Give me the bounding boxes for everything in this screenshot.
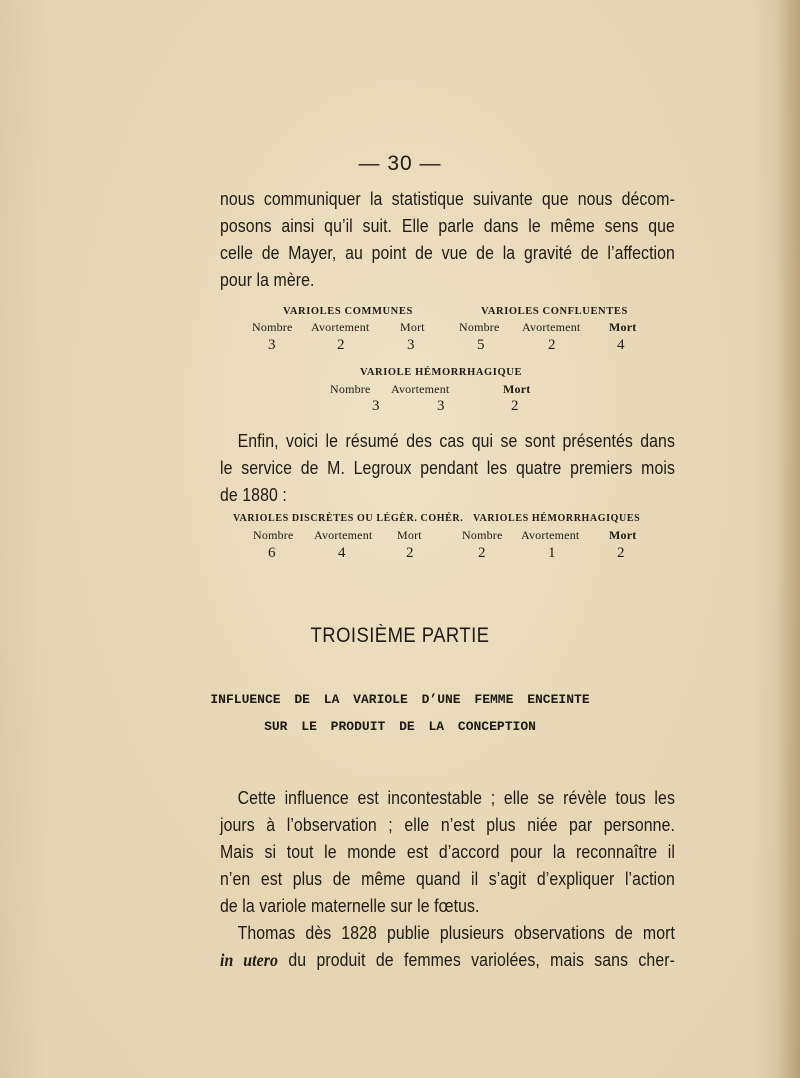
section-title: TROISIÈME PARTIE — [310, 624, 490, 647]
table-cell: 3 — [268, 337, 276, 353]
table-heading: VARIOLES HÉMORRHAGIQUES — [473, 513, 641, 524]
column-header: Avortement — [521, 528, 580, 542]
table-cell: 2 — [617, 545, 625, 561]
column-header: Avortement — [391, 382, 450, 396]
column-header: Avortement — [522, 320, 581, 334]
paragraph-2 — [220, 428, 675, 509]
column-header: Mort — [400, 320, 425, 334]
text-line: posons ainsi qu’il suit. Elle parle dans le même sens que — [220, 216, 675, 236]
text-line: n’en est plus de même quand il s’agit d’expliquer l’action — [220, 869, 675, 889]
table-heading: VARIOLES DISCRÈTES OU LÉGÈR. COHÉR. — [233, 513, 464, 524]
table-heading: VARIOLE HÉMORRHAGIQUE — [360, 367, 523, 378]
italic-phrase: in utero — [220, 950, 279, 970]
table-cell: 6 — [268, 545, 276, 561]
text-line: jours à l’observation ; elle n’est plus niée par personne. — [220, 815, 675, 835]
text-line — [220, 947, 675, 974]
paragraph-1 — [220, 186, 675, 294]
table-cell: 2 — [511, 398, 519, 414]
text-line: pour la mère. — [220, 270, 315, 290]
column-header: Avortement — [314, 528, 373, 542]
table-heading: VARIOLES COMMUNES — [283, 306, 413, 317]
text-line: nous communiquer la statistique suivante que nous décom- — [220, 189, 675, 209]
table-cell: 4 — [338, 545, 346, 561]
section-subtitle: INFLUENCE DE LA VARIOLE D’UNE FEMME ENCEINTE — [210, 692, 590, 707]
table-cell: 1 — [548, 545, 556, 561]
column-header: Nombre — [459, 320, 500, 334]
table-heading: VARIOLES CONFLUENTES — [481, 306, 628, 317]
table-cell: 3 — [372, 398, 380, 414]
text-fragment: du produit de femmes variolées, mais sans cher- — [278, 950, 675, 970]
column-header: Nombre — [330, 382, 371, 396]
column-header: Mort — [609, 320, 637, 334]
text-line: de 1880 : — [220, 485, 287, 505]
text-line: Cette influence est incontestable ; elle se révèle tous les — [237, 788, 675, 808]
table-cell: 3 — [437, 398, 445, 414]
table-cell: 3 — [407, 337, 415, 353]
table-cell: 2 — [406, 545, 414, 561]
text-line: Thomas dès 1828 publie plusieurs observations de mort — [237, 923, 675, 943]
column-header: Avortement — [311, 320, 370, 334]
table-cell: 5 — [477, 337, 485, 353]
text-line: Enfin, voici le résumé des cas qui se sont présentés dans — [237, 431, 675, 451]
table-cell: 4 — [617, 337, 625, 353]
text-line: le service de M. Legroux pendant les quatre premiers mois — [220, 458, 675, 478]
table-cell: 2 — [548, 337, 556, 353]
text-line: celle de Mayer, au point de vue de la gravité de l’affection — [220, 243, 675, 263]
page-number: — 30 — — [358, 152, 442, 175]
paragraph-4 — [220, 920, 675, 974]
column-header: Nombre — [253, 528, 294, 542]
table-cell: 2 — [478, 545, 486, 561]
column-header: Mort — [609, 528, 637, 542]
column-header: Mort — [503, 382, 531, 396]
column-header: Nombre — [252, 320, 293, 334]
text-line: de la variole maternelle sur le fœtus. — [220, 896, 480, 916]
column-header: Mort — [397, 528, 422, 542]
table-cell: 2 — [337, 337, 345, 353]
text-line: Mais si tout le monde est d’accord pour la reconnaître il — [220, 842, 675, 862]
section-subtitle: SUR LE PRODUIT DE LA CONCEPTION — [264, 719, 536, 734]
paragraph-3 — [220, 785, 675, 920]
column-header: Nombre — [462, 528, 503, 542]
